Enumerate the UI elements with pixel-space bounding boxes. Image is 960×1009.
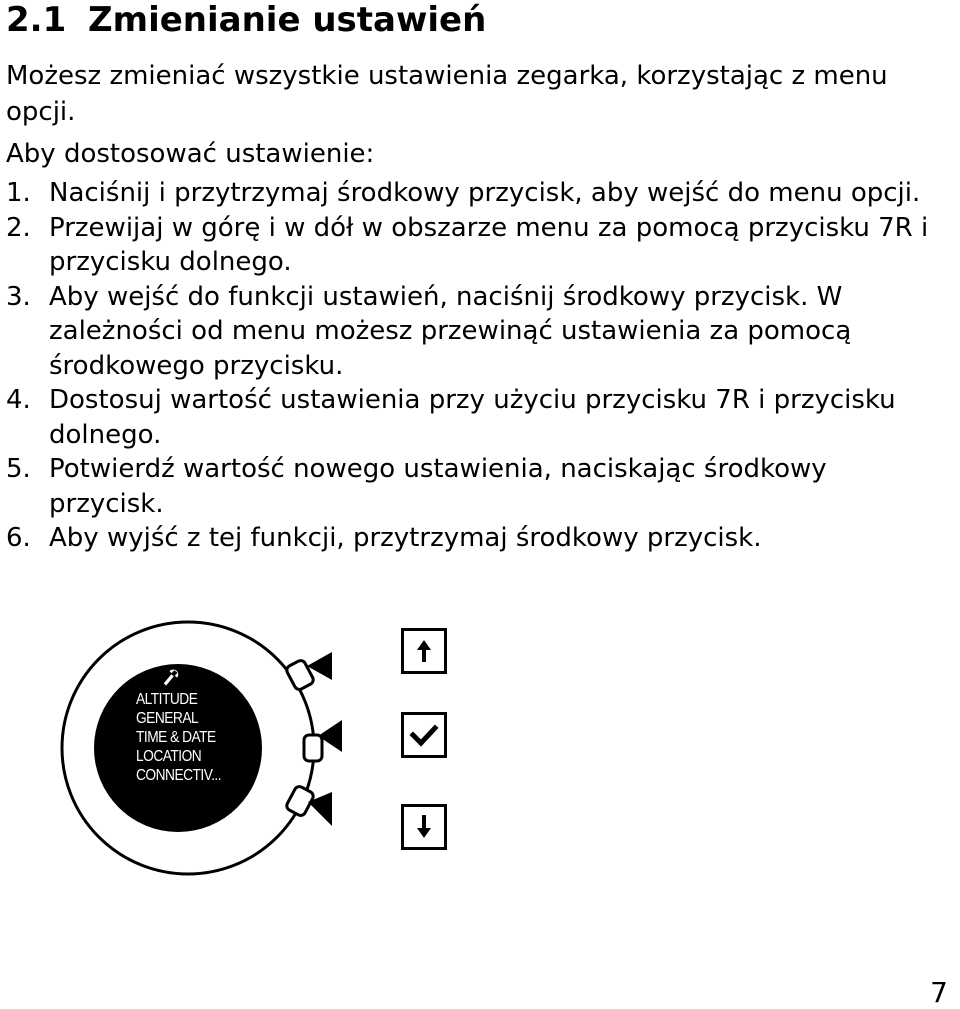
- step-text: Dostosuj wartość ustawienia przy użyciu przycisku 7R i przycisku dolnego.: [49, 385, 896, 450]
- step-item: [6, 521, 946, 556]
- watch-menu-item: LOCATION: [136, 748, 202, 765]
- watch-illustration: [60, 612, 430, 892]
- watch-menu-item: ALTITUDE: [136, 691, 198, 708]
- step-number: 2.: [6, 212, 31, 243]
- upper-button-box: [401, 628, 447, 674]
- step-text: Przewijaj w górę i w dół w obszarze menu za pomocą przycisku 7R i przycisku dolnego.: [49, 212, 929, 277]
- arrow-up-icon: [404, 631, 444, 671]
- step-number: 1.: [6, 178, 31, 208]
- steps-intro: Aby dostosować ustawienie:: [6, 139, 375, 169]
- page-number: 7: [930, 976, 948, 1009]
- step-number: 4.: [6, 385, 31, 415]
- step-item: [6, 280, 946, 384]
- step-number: 5.: [6, 454, 31, 484]
- section-heading: [6, 0, 486, 40]
- steps-list: [6, 176, 946, 556]
- step-item: [6, 176, 946, 211]
- section-title: Zmienianie ustawień: [88, 0, 487, 40]
- arrow-down-icon: [404, 807, 444, 847]
- middle-side-button: [304, 735, 322, 761]
- step-text: Naciśnij i przytrzymaj środkowy przycisk, aby wejść do menu opcji.: [49, 178, 921, 208]
- watch-drawing: [60, 612, 430, 892]
- middle-button-box: [401, 712, 447, 758]
- lower-button-box: [401, 804, 447, 850]
- section-number: 2.1: [6, 0, 67, 40]
- step-item: [6, 211, 946, 280]
- watch-menu-item: TIME & DATE: [136, 729, 216, 746]
- intro-paragraph: Możesz zmieniać wszystkie ustawienia zegarka, korzystając z menu opcji.: [6, 61, 888, 127]
- step-number: 3.: [6, 281, 31, 312]
- step-text: Potwierdź wartość nowego ustawienia, naciskając środkowy przycisk.: [49, 454, 827, 519]
- step-number: 6.: [6, 523, 31, 553]
- step-item: [6, 383, 946, 452]
- step-text: Aby wejść do funkcji ustawień, naciśnij środkowy przycisk. W zależności od menu możesz przewinąć ustawienia za pomocą środkowego przycisku.: [49, 281, 852, 381]
- watch-menu-item: GENERAL: [136, 710, 199, 727]
- watch-menu-item: CONNECTIV...: [136, 767, 222, 784]
- step-text: Aby wyjść z tej funkcji, przytrzymaj środkowy przycisk.: [49, 523, 762, 553]
- checkmark-icon: [404, 715, 444, 755]
- step-item: [6, 452, 946, 521]
- watch-menu: [136, 690, 222, 785]
